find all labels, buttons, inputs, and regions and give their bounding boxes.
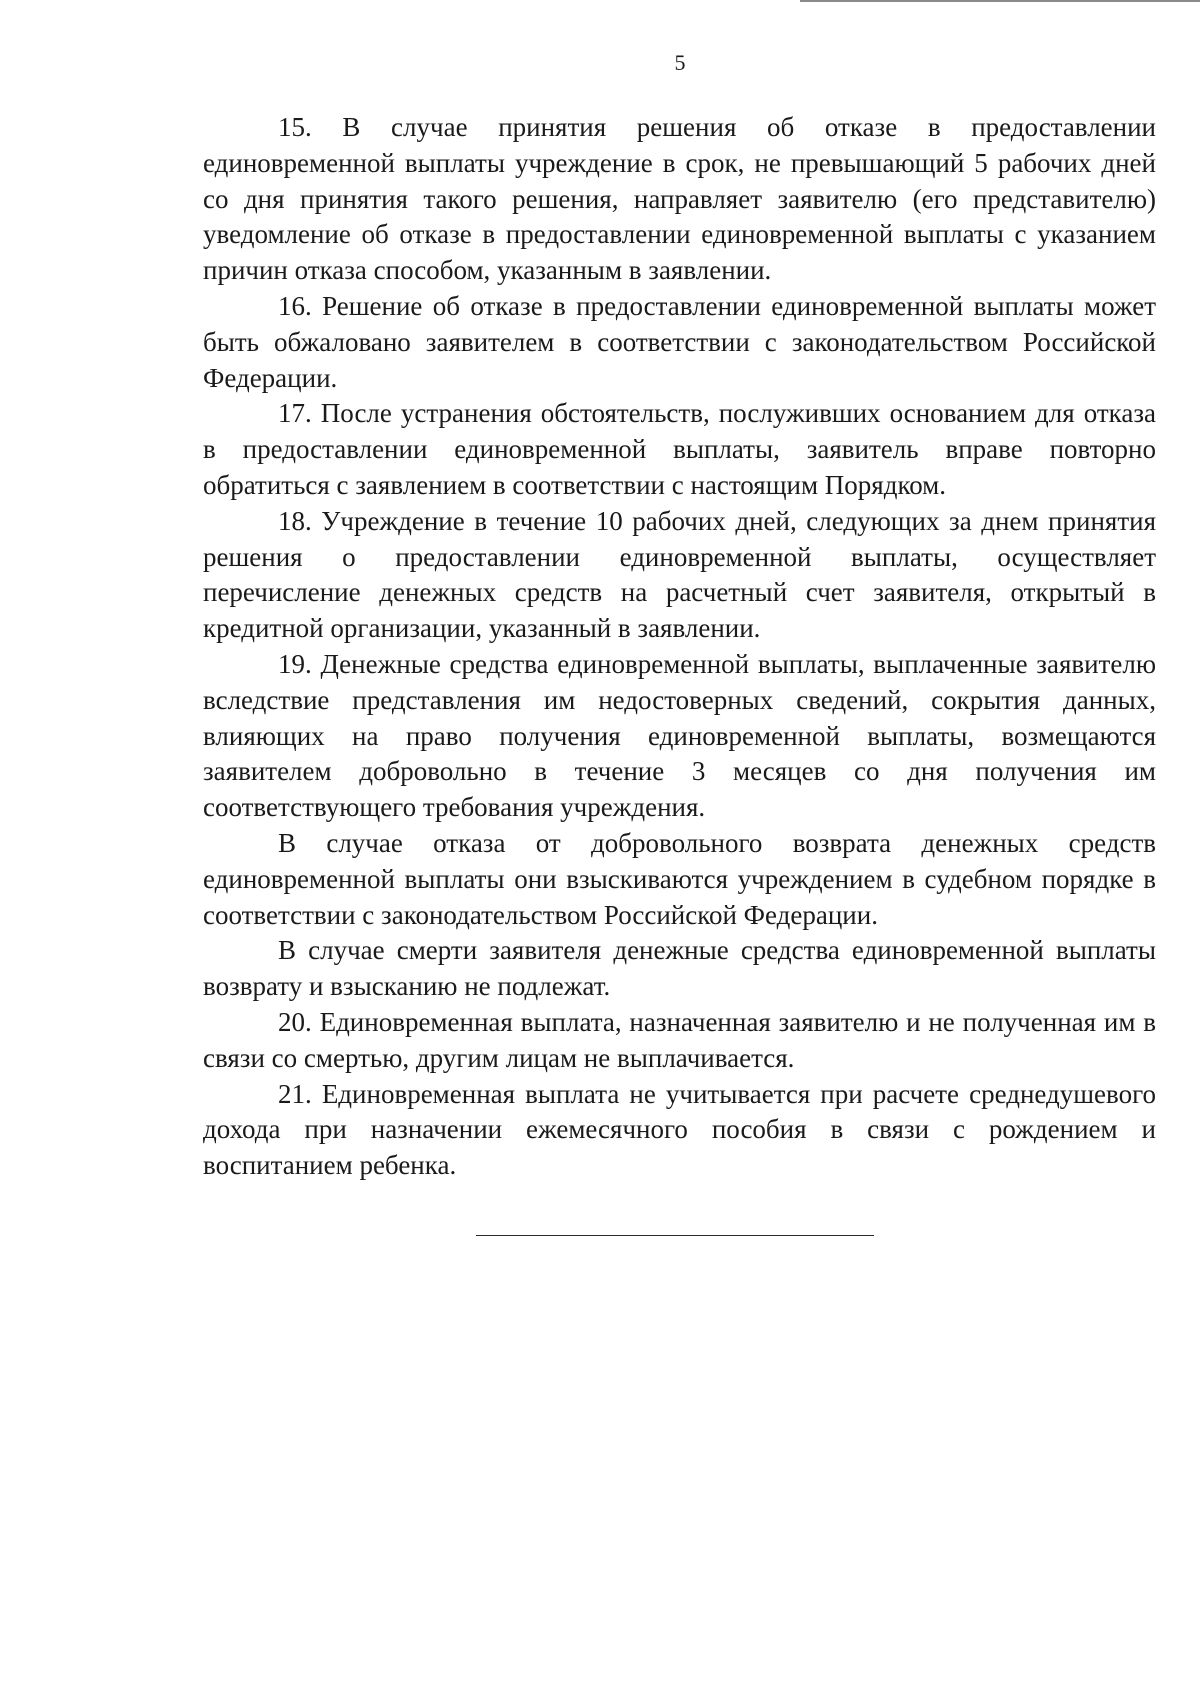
paragraph-19-death: В случае смерти заявителя денежные средства единовременной выплаты возврату и взысканию не подлежат. xyxy=(203,935,1156,1002)
paragraph-16: 16. Решение об отказе в предоставлении единовременной выплаты может быть обжаловано заявителем в соответствии с законодательством Российской Федерации. xyxy=(203,290,1156,393)
paragraph-15: 15. В случае принятия решения об отказе в предоставлении единовременной выплаты учреждение в срок, не превышающий 5 рабочих дней со дня принятия такого решения, направляет заявителю (его представителю) уведомление об отказе в предоставлении единовременной выплаты с указанием причин отказа способом, указанным в заявлении. xyxy=(203,112,1156,286)
document-body xyxy=(203,110,1156,1184)
paragraph-19-refusal: В случае отказа от добровольного возврата денежных средств единовременной выплаты они взыскиваются учреждением в судебном порядке в соответствии с законодательством Российской Федерации. xyxy=(203,827,1156,930)
paragraph-21: 21. Единовременная выплата не учитывается при расчете среднедушевого дохода при назначении ежемесячного пособия в связи с рождением и воспитанием ребенка. xyxy=(203,1078,1156,1181)
paragraph-20: 20. Единовременная выплата, назначенная заявителю и не полученная им в связи со смертью, другим лицам не выплачивается. xyxy=(203,1006,1156,1073)
scan-edge-line xyxy=(800,0,1200,2)
page-number: 5 xyxy=(674,50,686,75)
end-divider-line xyxy=(476,1235,874,1236)
paragraph-17: 17. После устранения обстоятельств, послуживших основанием для отказа в предоставлении единовременной выплаты, заявитель вправе повторно обратиться с заявлением в соответствии с настоящим Порядком. xyxy=(203,398,1156,500)
paragraph-18: 18. Учреждение в течение 10 рабочих дней, следующих за днем принятия решения о предоставлении единовременной выплаты, осуществляет перечисление денежных средств на расчетный счет заявителя, открытый в кредитной организации, указанный в заявлении. xyxy=(203,505,1156,644)
paragraph-19: 19. Денежные средства единовременной выплаты, выплаченные заявителю вследствие представления им недостоверных сведений, сокрытия данных, влияющих на право получения единовременной выплаты, возмещаются заявителем добровольно в течение 3 месяцев со дня получения им соответствующего требования учреждения. xyxy=(203,648,1156,823)
